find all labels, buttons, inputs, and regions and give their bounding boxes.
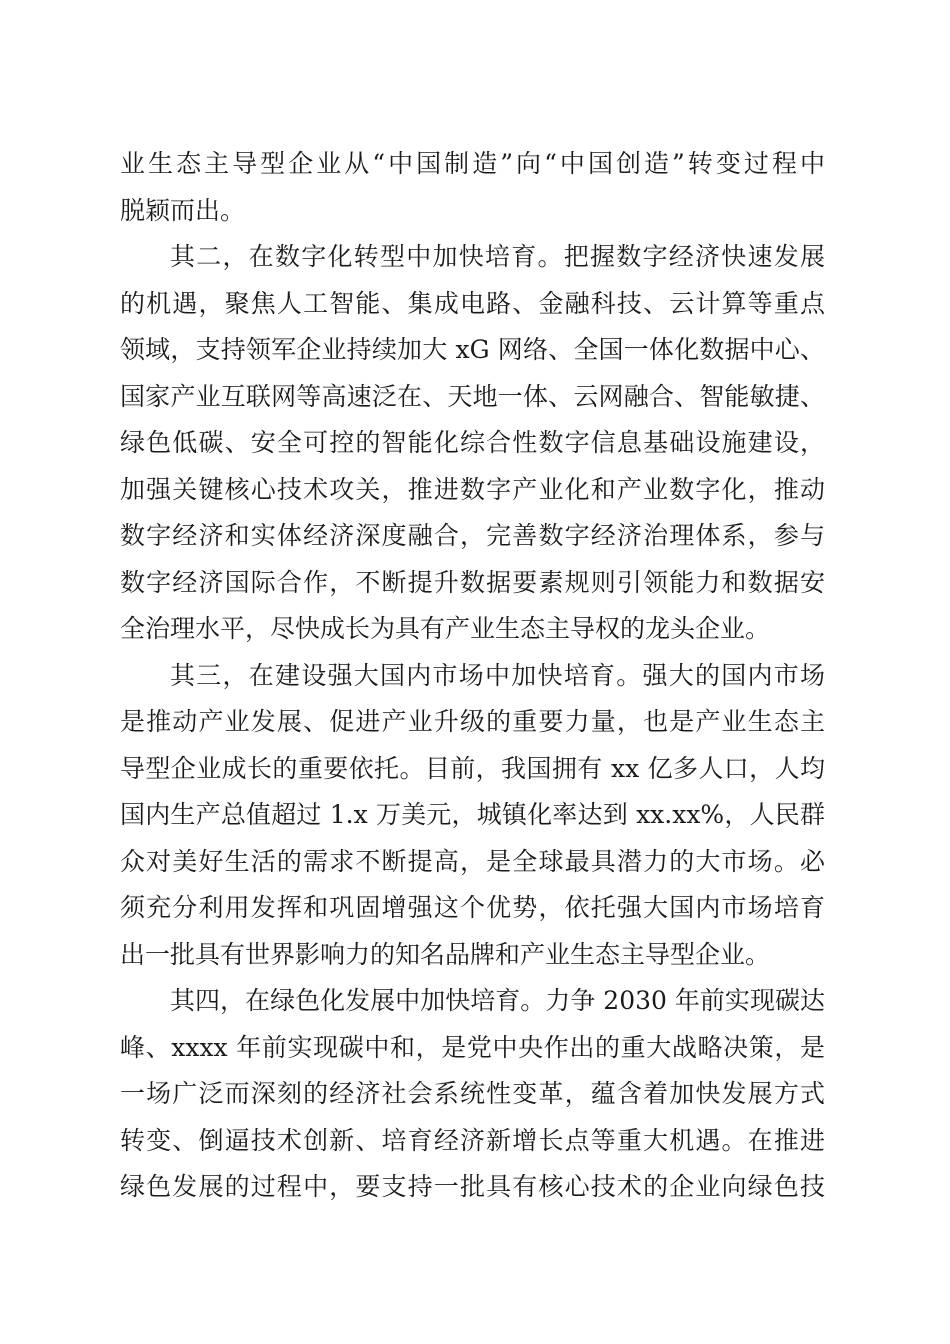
text-line: 脱颖而出。 (120, 195, 246, 225)
paragraph-domestic-market (120, 653, 825, 979)
text-line: 须充分利用发挥和巩固增强这个优势，依托强大国内市场培育 (120, 893, 825, 922)
text-line: 数字经济国际合作，不断提升数据要素规则引领能力和数据安 (120, 567, 825, 597)
paragraph-digital-transformation (120, 234, 825, 653)
text-line: 转变、倒逼技术创新、培育经济新增长点等重大机遇。在推进 (120, 1125, 825, 1155)
text-line: 一场广泛而深刻的经济社会系统性变革，蕴含着加快发展方式 (120, 1079, 825, 1108)
text-line: 其四，在绿色化发展中加快培育。力争 2030 年前实现碳达 (170, 986, 825, 1015)
text-line: 其二，在数字化转型中加快培育。把握数字经济快速发展 (170, 242, 825, 271)
text-line: 全治理水平，尽快成长为具有产业生态主导权的龙头企业。 (120, 614, 771, 643)
text-line: 其三，在建设强大国内市场中加快培育。强大的国内市场 (170, 660, 825, 690)
text-line: 峰、xxxx 年前实现碳中和，是党中央作出的重大战略决策，是 (120, 1032, 825, 1062)
text-line: 业生态主导型企业从“中国制造”向“中国创造”转变过程中 (120, 149, 825, 178)
paragraph-green-development (120, 978, 825, 1211)
text-line: 加强关键核心技术攻关，推进数字产业化和产业数字化，推动 (120, 474, 825, 504)
text-line: 绿色发展的过程中，要支持一批具有核心技术的企业向绿色技 (120, 1172, 825, 1201)
text-line: 导型企业成长的重要依托。目前，我国拥有 xx 亿多人口，人均 (120, 753, 825, 783)
text-line: 国内生产总值超过 1.x 万美元，城镇化率达到 xx.xx%，人民群 (120, 800, 825, 829)
text-line: 的机遇，聚焦人工智能、集成电路、金融科技、云计算等重点 (120, 288, 825, 318)
body-text (120, 141, 825, 1211)
text-line: 国家产业互联网等高速泛在、天地一体、云网融合、智能敏捷、 (120, 381, 825, 411)
text-line: 是推动产业发展、促进产业升级的重要力量，也是产业生态主 (120, 707, 825, 736)
paragraph-continuation (120, 141, 825, 234)
text-line: 数字经济和实体经济深度融合，完善数字经济治理体系，参与 (120, 521, 825, 550)
text-line: 出一批具有世界影响力的知名品牌和产业生态主导型企业。 (120, 939, 771, 969)
text-line: 领域，支持领军企业持续加大 xG 网络、全国一体化数据中心、 (120, 335, 825, 364)
text-line: 绿色低碳、安全可控的智能化综合性数字信息基础设施建设， (120, 428, 825, 457)
text-line: 众对美好生活的需求不断提高，是全球最具潜力的大市场。必 (120, 846, 825, 876)
